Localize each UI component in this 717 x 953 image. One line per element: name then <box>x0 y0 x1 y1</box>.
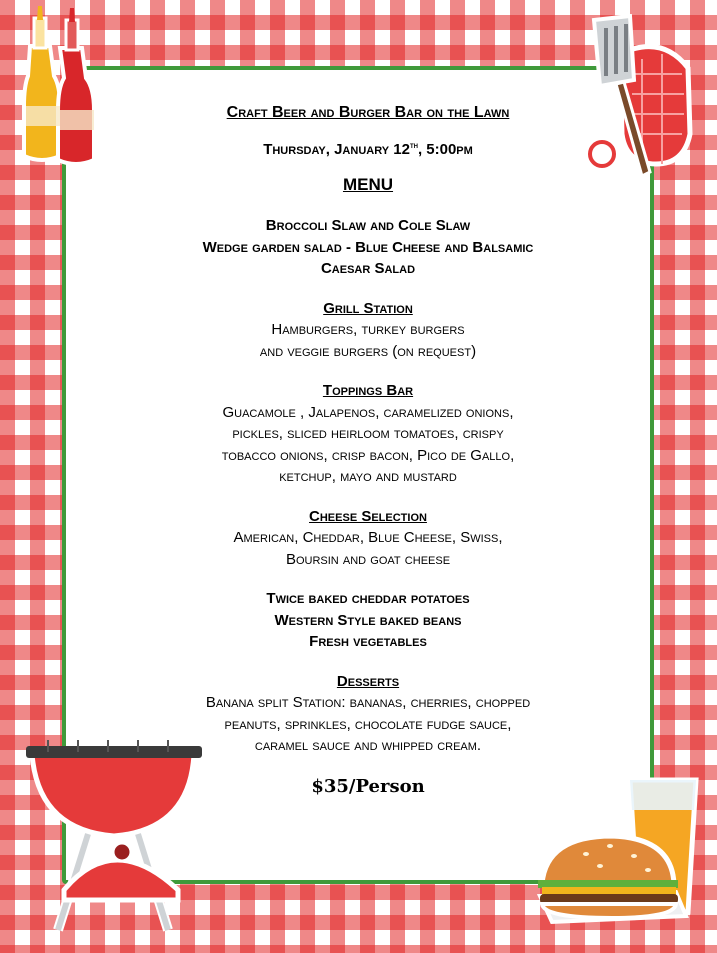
desserts-section <box>112 671 624 757</box>
event-date-suffix: th <box>409 141 418 150</box>
toppings-line: ketchup, mayo and mustard <box>279 468 457 485</box>
toppings-line: pickles, sliced heirloom tomatoes, crispy <box>232 425 504 442</box>
cheese-line: Boursin and goat cheese <box>285 550 451 568</box>
menu-content <box>112 100 624 797</box>
toppings-line: tobacco onions, crisp bacon, Pico de Gallo, <box>221 446 515 464</box>
side-item: Fresh vegetables <box>309 633 427 650</box>
grill-line: and veggie burgers (on request) <box>259 342 477 360</box>
event-date <box>112 141 624 158</box>
toppings-heading: Toppings Bar <box>322 382 414 399</box>
salad-item: Broccoli Slaw and Cole Slaw <box>265 217 471 234</box>
condiment-bottles-icon <box>10 6 110 166</box>
menu-heading: MENU <box>342 175 394 194</box>
salads-section <box>112 215 624 280</box>
side-item: Western Style baked beans <box>274 611 462 629</box>
toppings-line: Guacamole , Jalapenos, caramelized onions, <box>222 403 514 421</box>
cheese-section <box>112 506 624 571</box>
grill-heading: Grill Station <box>323 299 413 317</box>
event-date-day: Thursday, January 12 <box>263 141 410 158</box>
toppings-section <box>112 380 624 488</box>
cheese-heading: Cheese Selection <box>309 507 427 525</box>
desserts-line: peanuts, sprinkles, chocolate fudge sauce, <box>224 715 512 733</box>
desserts-heading: Desserts <box>336 672 400 690</box>
desserts-line: Banana split Station: bananas, cherries, chopped <box>205 694 531 711</box>
price: $35/Person <box>311 775 425 797</box>
side-item: Twice baked cheddar potatoes <box>266 590 470 607</box>
event-title: Craft Beer and Burger Bar on the Lawn <box>226 104 510 121</box>
grill-line: Hamburgers, turkey burgers <box>271 321 465 338</box>
cheese-line: American, Cheddar, Blue Cheese, Swiss, <box>233 529 503 546</box>
sides-section <box>112 588 624 653</box>
salad-item: Wedge garden salad - Blue Cheese and Balsamic <box>202 238 534 256</box>
event-date-time: , 5:00pm <box>417 141 473 158</box>
grill-section <box>112 298 624 363</box>
desserts-line: caramel sauce and whipped cream. <box>254 737 482 754</box>
salad-item: Caesar Salad <box>320 260 416 277</box>
